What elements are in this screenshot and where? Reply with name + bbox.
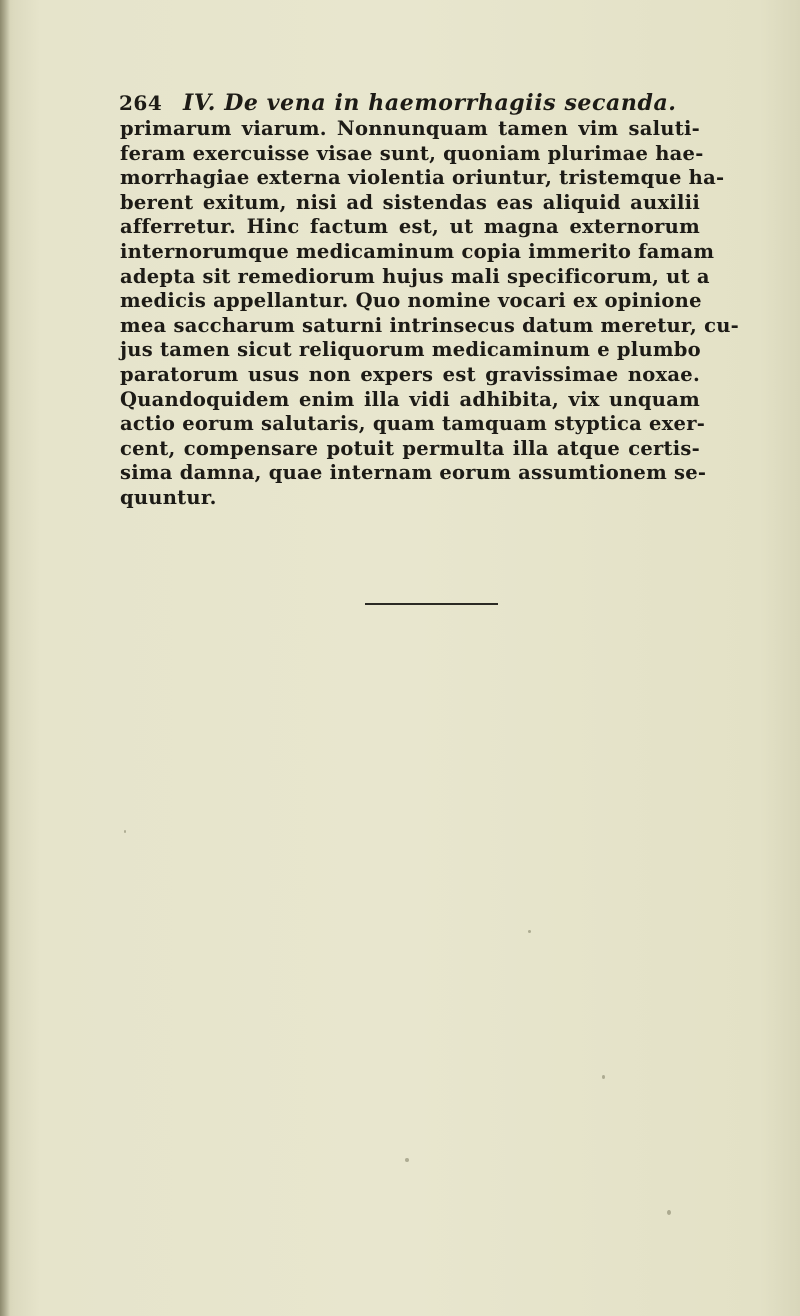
text-line: paratorum usus non expers est gravissimae noxae.: [120, 362, 700, 386]
running-head: [119, 90, 719, 120]
text-line: Quandoquidem enim illa vidi adhibita, vix unquam: [120, 387, 700, 411]
text-line: mea saccharum saturni intrinsecus datum meretur, cu-: [120, 313, 739, 337]
text-line: jus tamen sicut reliquorum medicaminum e plumbo: [120, 338, 701, 362]
text-line: primarum viarum. Nonnunquam tamen vim saluti-: [120, 117, 700, 140]
text-line: actio eorum salutaris, quam tamquam styptica exer-: [120, 412, 706, 436]
paper-speck: [124, 830, 126, 833]
text-line: berent exitum, nisi ad sistendas eas aliquid auxilii: [120, 190, 700, 214]
paper-speck: [667, 1210, 671, 1215]
text-line: feram exercuisse visae sunt, quoniam plurimae hae-: [120, 141, 704, 165]
page-number: 264: [119, 91, 163, 115]
running-title: IV. De vena in haemorrhagiis secanda.: [183, 90, 677, 116]
text-line: sima damna, quae internam eorum assumtionem se-: [120, 461, 707, 485]
paper-speck: [528, 930, 531, 933]
text-line: adepta sit remediorum hujus mali specificorum, ut a: [120, 264, 710, 288]
paper-speck: [602, 1075, 605, 1079]
text-line: morrhagiae externa violentia oriuntur, tristemque ha-: [120, 166, 725, 190]
text-line: quuntur.: [120, 485, 217, 509]
text-line: afferretur. Hinc factum est, ut magna externorum: [120, 215, 700, 239]
body-paragraph: [120, 117, 739, 511]
paper-speck: [405, 1158, 409, 1162]
text-line: medicis appellantur. Quo nomine vocari ex opinione: [120, 289, 702, 313]
text-line: internorumque medicaminum copia immerito famam: [120, 239, 715, 263]
text-line: cent, compensare potuit permulta illa atque certis-: [120, 436, 700, 460]
page-gutter-shadow: [0, 0, 10, 1316]
section-divider: [365, 603, 498, 605]
